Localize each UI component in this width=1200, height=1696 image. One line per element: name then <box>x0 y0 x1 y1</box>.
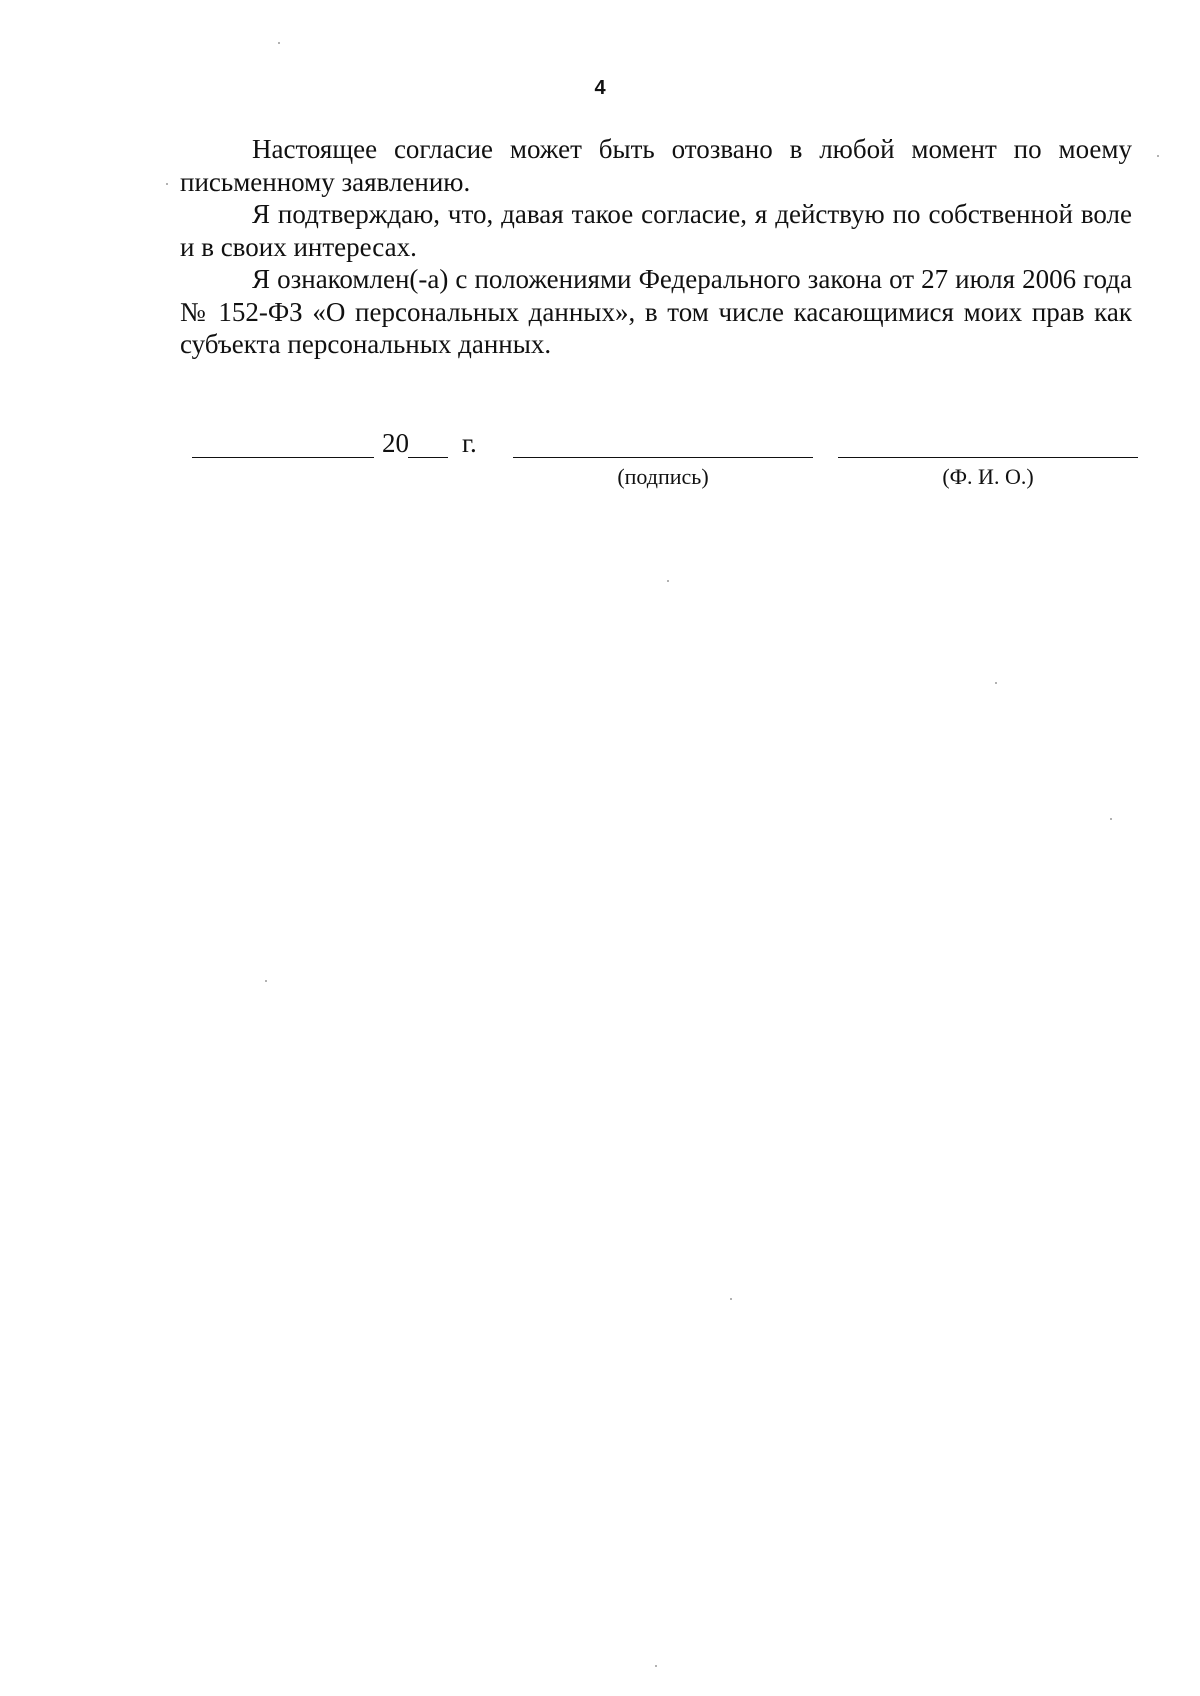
year-prefix: 20 <box>382 428 409 458</box>
signature-block <box>0 430 1200 500</box>
scan-speck <box>995 682 997 684</box>
signature-blank-line <box>513 457 813 458</box>
law-acknowledgement-paragraph: Я ознакомлен(-а) с положениями Федерального закона от 27 июля 2006 года № 152-ФЗ «О персональных данных», в том числе касающимися моих прав как субъекта персональных данных. <box>180 264 1132 359</box>
signature-caption: (подпись) <box>617 464 709 489</box>
full-name-caption: (Ф. И. О.) <box>942 464 1034 489</box>
year-suffix: г. <box>462 428 477 458</box>
scan-speck <box>1157 155 1159 157</box>
revocation-paragraph: Настоящее согласие может быть отозвано в любой момент по моему письменному заявлению. <box>180 134 1132 197</box>
voluntary-consent-paragraph: Я подтверждаю, что, давая такое согласие, я действую по собственной воле и в своих интересах. <box>180 199 1132 262</box>
scan-speck <box>265 980 267 982</box>
scan-speck <box>278 42 280 44</box>
scan-speck <box>667 580 669 582</box>
scan-speck <box>166 183 168 185</box>
year-blank-line <box>408 457 448 458</box>
scan-speck <box>1110 818 1112 820</box>
scan-speck <box>730 1298 732 1300</box>
scan-speck <box>655 1665 657 1667</box>
date-blank-line <box>192 457 374 458</box>
consent-text <box>180 133 1132 361</box>
full-name-blank-line <box>838 457 1138 458</box>
page-number: 4 <box>594 77 606 99</box>
